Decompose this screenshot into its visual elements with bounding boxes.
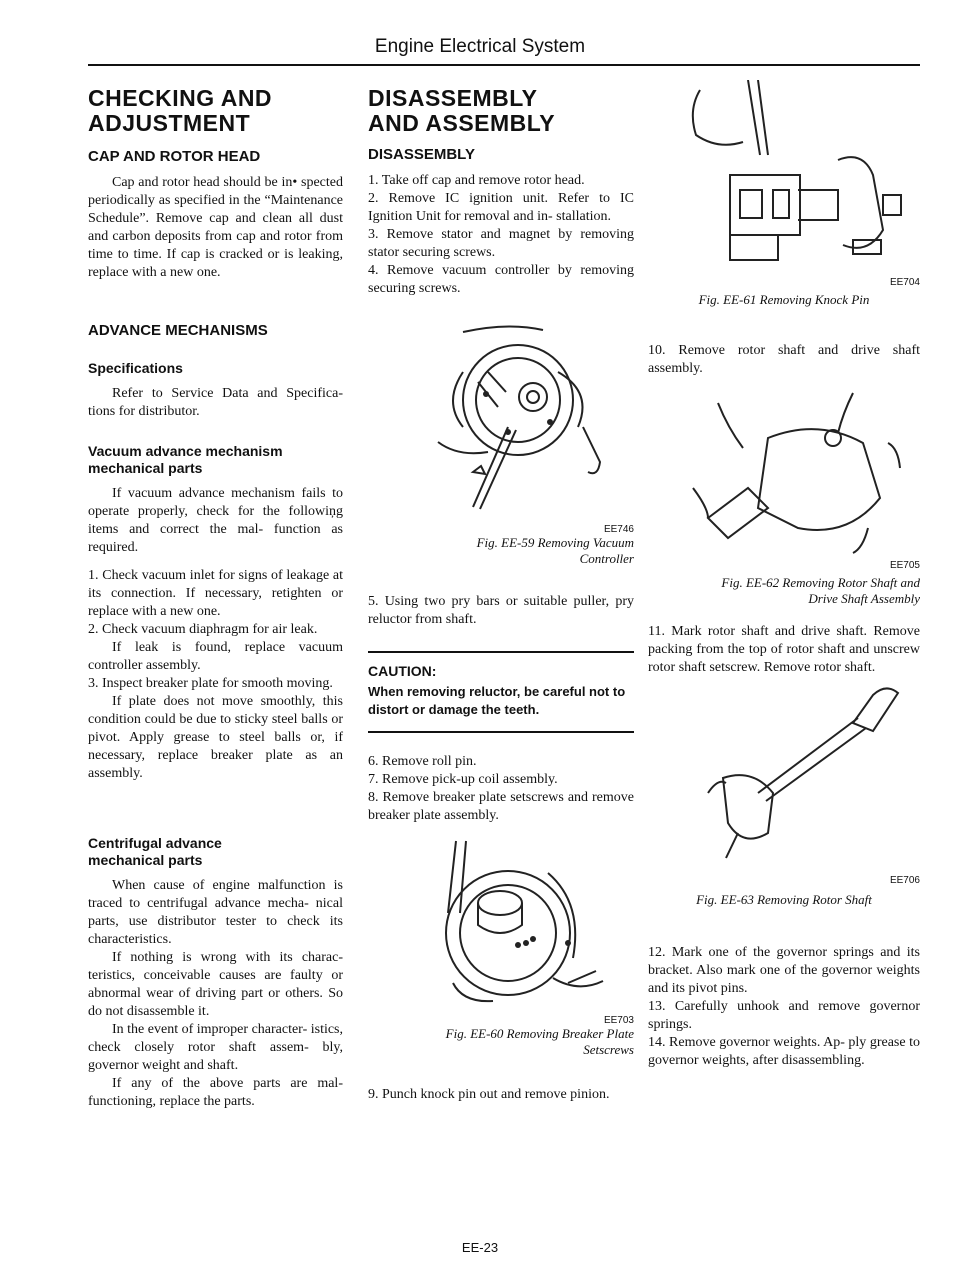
- column-3: [648, 80, 920, 1070]
- header-rule: [88, 64, 920, 66]
- heading-line: mechanical parts: [88, 460, 203, 476]
- section-title-checking: [88, 86, 343, 136]
- heading-vacuum-advance: [88, 443, 343, 477]
- figure-ee-62: [648, 388, 920, 607]
- heading-line: mechanical parts: [88, 852, 203, 868]
- caution-title: CAUTION:: [368, 663, 437, 679]
- heading-disassembly: DISASSEMBLY: [368, 146, 475, 163]
- figure-caption: [368, 535, 634, 567]
- heading-centrifugal-advance: [88, 835, 343, 869]
- step-6: 6. Remove roll pin.: [368, 754, 477, 769]
- figure-ee-59: [368, 312, 634, 567]
- rotor-drive-shaft-illustration: [648, 388, 920, 558]
- title-line: CHECKING AND: [88, 85, 273, 111]
- list-item: 1. Check vacuum inlet for signs of leakage at its connection. If necessary, retighten or replace with a new one.: [88, 568, 343, 619]
- figure-caption: [368, 1026, 634, 1058]
- figure-ee-60: [368, 833, 634, 1058]
- paragraph-centrifugal-3: In the event of improper character- istics, check closely rotor shaft assem- bly, governor weight and shaft.: [88, 1022, 344, 1073]
- figure-caption: Fig. EE-63 Removing Rotor Shaft: [696, 892, 872, 907]
- column-2: [368, 80, 634, 1104]
- caution-text: When removing reluctor, be careful not to distort or damage the teeth.: [368, 684, 626, 717]
- paragraph-vacuum-intro: If vacuum advance mechanism fails to operate properly, check for the followiņg items and correct the mal- function as required.: [88, 486, 343, 555]
- figure-code: EE705: [889, 560, 920, 571]
- caption-line: Setscrews: [583, 1042, 634, 1057]
- step-13: 13. Carefully unhook and remove governor springs.: [648, 999, 920, 1032]
- step-4: 4. Remove vacuum controller by removing securing screws.: [368, 263, 634, 296]
- list-item: 2. Check vacuum diaphragm for air leak.: [88, 622, 318, 637]
- caption-line: Fig. EE-60 Removing Breaker Plate: [445, 1026, 634, 1041]
- figure-ee-61: [648, 80, 920, 308]
- paragraph-centrifugal-4: If any of the above parts are mal- functioning, replace the parts.: [88, 1076, 343, 1109]
- knock-pin-illustration: [648, 80, 920, 275]
- paragraph-centrifugal-1: When cause of engine malfunction is traced to centrifugal advance mecha- nical parts, use distributor tester to check its characteristics.: [88, 878, 343, 947]
- caption-line: Drive Shaft Assembly: [808, 591, 920, 606]
- caption-line: Fig. EE-59 Removing Vacuum: [476, 535, 634, 550]
- caption-line: Fig. EE-62 Removing Rotor Shaft and: [721, 575, 920, 590]
- caution-box: [368, 651, 634, 733]
- heading-advance: ADVANCE MECHANISMS: [88, 322, 268, 339]
- title-line: DISASSEMBLY: [368, 85, 538, 111]
- paragraph-cap-rotor: Cap and rotor head should be in• spected periodically as specified in the “Maintenance Schedule”. Remove cap and clean all dust and carbon deposits from cap and rotor from time to time. If cap is cracked or is leaking, replace with a new one.: [88, 175, 343, 280]
- figure-code: EE703: [603, 1015, 634, 1026]
- figure-caption: [648, 575, 920, 607]
- list-item-note: If plate does not move smoothly, this condition could be due to sticky steel balls or pivot. Apply grease to steel balls or, if necessary, replace breaker plate as an assembly.: [88, 694, 343, 781]
- caption-line: Controller: [579, 551, 634, 566]
- breaker-plate-illustration: [368, 833, 634, 1013]
- figure-code: EE704: [889, 277, 920, 288]
- heading-line: Centrifugal advance: [88, 835, 222, 851]
- page-header: Engine Electrical System: [374, 36, 586, 57]
- step-2: 2. Remove IC ignition unit. Refer to IC Ignition Unit for removal and in- stallation.: [368, 191, 634, 224]
- heading-line: Vacuum advance mechanism: [88, 443, 283, 459]
- paragraph-centrifugal-2: If nothing is wrong with its charac- teristics, conceivable causes are faulty or abnormal wear of driving part or others. So do not disassemble it.: [88, 950, 343, 1019]
- list-item: 3. Inspect breaker plate for smooth moving.: [88, 676, 333, 691]
- step-11: 11. Mark rotor shaft and drive shaft. Remove packing from the top of rotor shaft and unscrew rotor shaft setscrew. Remove rotor shaft.: [648, 624, 920, 675]
- figure-ee-63: [648, 683, 920, 908]
- step-10: 10. Remove rotor shaft and drive shaft assembly.: [648, 343, 920, 376]
- list-item-note: If leak is found, replace vacuum controller assembly.: [88, 640, 343, 673]
- figure-caption: Fig. EE-61 Removing Knock Pin: [698, 292, 870, 307]
- figure-code: EE746: [603, 524, 634, 535]
- vacuum-controller-illustration: [368, 312, 634, 522]
- heading-cap-rotor: CAP AND ROTOR HEAD: [88, 148, 261, 165]
- title-line: AND ASSEMBLY: [368, 110, 556, 136]
- paragraph-specifications: Refer to Service Data and Specifica- tions for distributor.: [88, 386, 343, 419]
- step-7: 7. Remove pick-up coil assembly.: [368, 772, 558, 787]
- step-5: 5. Using two pry bars or suitable puller, pry reluctor from shaft.: [368, 594, 634, 627]
- figure-code: EE706: [889, 875, 920, 886]
- column-1: [88, 80, 343, 1111]
- title-line: ADJUSTMENT: [88, 110, 251, 136]
- heading-specifications: Specifications: [88, 360, 183, 376]
- page-number: EE-23: [461, 1240, 499, 1255]
- step-9: 9. Punch knock pin out and remove pinion.: [368, 1087, 610, 1102]
- step-8: 8. Remove breaker plate setscrews and remove breaker plate assembly.: [368, 790, 634, 823]
- rotor-shaft-illustration: [648, 683, 920, 873]
- step-1: 1. Take off cap and remove rotor head.: [368, 173, 585, 188]
- step-12: 12. Mark one of the governor springs and its bracket. Also mark one of the governor weights and its pivot pins.: [648, 945, 920, 996]
- step-14: 14. Remove governor weights. Ap- ply grease to governor weights, after disassembling.: [648, 1035, 920, 1068]
- section-title-disassembly: [368, 86, 634, 136]
- step-3: 3. Remove stator and magnet by removing stator securing screws.: [368, 227, 634, 260]
